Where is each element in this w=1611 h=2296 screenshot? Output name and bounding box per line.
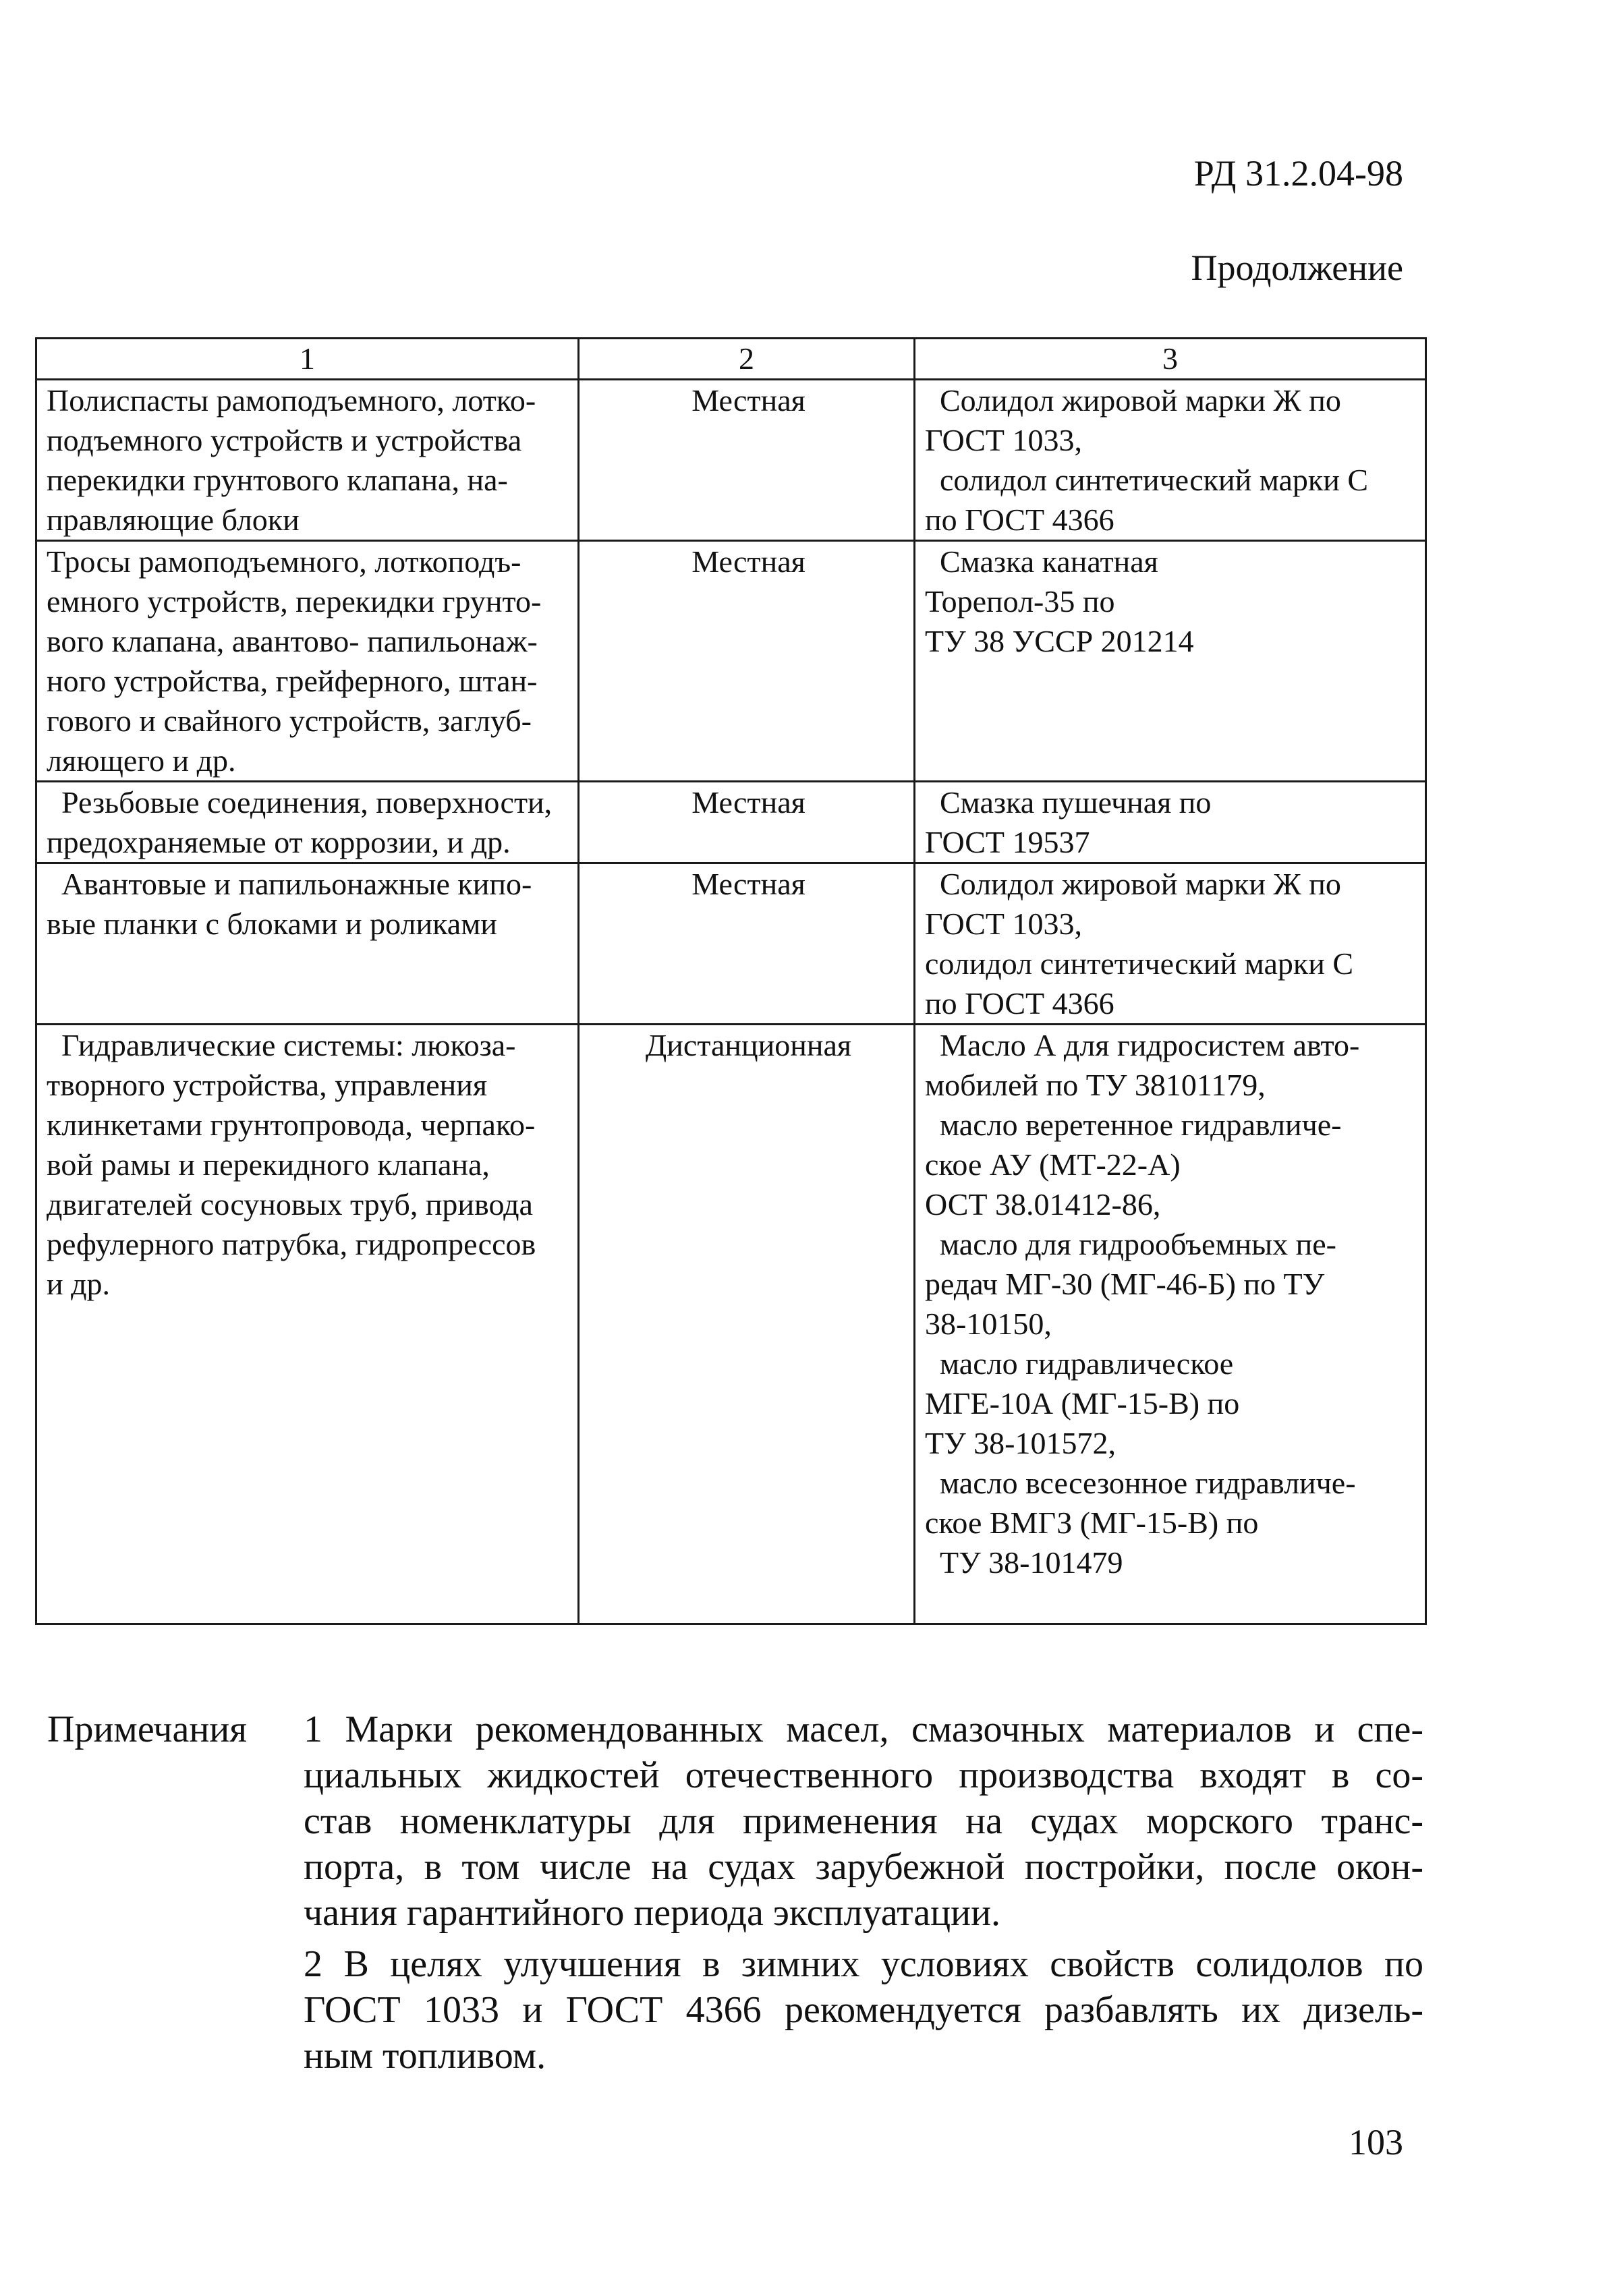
cell-line: Солидол жировой марки Ж по <box>940 867 1341 901</box>
cell-line: ГОСТ 1033, <box>925 907 1083 941</box>
cell-line: масло для гидрообъемных пе- <box>940 1227 1336 1261</box>
cell-line: клинкетами грунтопровода, черпако- <box>47 1108 536 1142</box>
lubrication-type-cell <box>579 782 915 863</box>
note-line: ГОСТ 1033 и ГОСТ 4366 рекомендуется разбавлять их дизель- <box>304 1989 1423 2031</box>
cell-line: Местная <box>691 383 806 418</box>
mechanism-cell <box>36 541 579 782</box>
cell-line: Местная <box>691 544 806 579</box>
cell-line: Полиспасты рамоподъемного, лотко- <box>47 383 536 418</box>
cell-line: Смазка канатная <box>940 544 1158 579</box>
lubrication-type-cell <box>579 863 915 1025</box>
cell-line: по ГОСТ 4366 <box>925 503 1114 537</box>
table-row <box>36 380 1426 541</box>
cell-line: ляющего и др. <box>47 743 236 778</box>
cell-line: вого клапана, авантово- папильонаж- <box>47 624 538 658</box>
note-line: став номенклатуры для применения на судах морского транс- <box>304 1800 1423 1842</box>
cell-line: ТУ 38 УССР 201214 <box>925 624 1194 658</box>
column-header-1: 1 <box>36 339 579 380</box>
note-line: ным топливом. <box>304 2035 546 2077</box>
cell-line: Смазка пушечная по <box>940 785 1212 820</box>
lubrication-type-cell <box>579 541 915 782</box>
cell-line: Резьбовые соединения, поверхности, <box>61 785 553 820</box>
lubricant-cell <box>915 782 1426 863</box>
cell-line: Дистанционная <box>645 1028 852 1062</box>
cell-line: ТУ 38-101572, <box>925 1426 1116 1460</box>
mechanism-cell <box>36 863 579 1025</box>
table-row <box>36 863 1426 1025</box>
cell-line: правляющие блоки <box>47 503 300 537</box>
cell-line: Местная <box>691 785 806 820</box>
mechanism-cell <box>36 1025 579 1624</box>
cell-line: мобилей по ТУ 38101179, <box>925 1068 1266 1102</box>
cell-line: Тросы рамоподъемного, лоткоподъ- <box>47 544 521 579</box>
note-item <box>304 1706 1423 1936</box>
cell-line: гового и свайного устройств, заглуб- <box>47 704 532 738</box>
cell-line: ТУ 38-101479 <box>940 1545 1123 1580</box>
lubricant-cell <box>915 863 1426 1025</box>
cell-line: творного устройства, управления <box>47 1068 488 1102</box>
cell-line: и др. <box>47 1267 111 1301</box>
cell-line: Гидравлические системы: люкоза- <box>61 1028 516 1062</box>
mechanism-cell <box>36 380 579 541</box>
cell-line: масло веретенное гидравличе- <box>940 1108 1342 1142</box>
cell-line: ГОСТ 19537 <box>925 825 1090 859</box>
cell-line: масло гидравлическое <box>940 1346 1234 1381</box>
cell-line: Авантовые и папильонажные кипо- <box>61 867 532 901</box>
table-row <box>36 541 1426 782</box>
lubricant-cell <box>915 1025 1426 1624</box>
cell-line: солидол синтетический марки С <box>940 463 1369 497</box>
column-header-2: 2 <box>579 339 915 380</box>
document-code: РД 31.2.04-98 <box>1193 153 1403 194</box>
cell-line: ское ВМГЗ (МГ-15-В) по <box>925 1505 1259 1540</box>
cell-line: перекидки грунтового клапана, на- <box>47 463 508 497</box>
continuation-label: Продолжение <box>1191 248 1403 288</box>
notes-section <box>47 1706 1423 2079</box>
lubrication-table <box>35 337 1427 1625</box>
lubricant-cell <box>915 541 1426 782</box>
note-line: 2 В целях улучшения в зимних условиях свойств солидолов по <box>304 1943 1423 1985</box>
cell-line: подъемного устройств и устройства <box>47 423 522 457</box>
cell-line: двигателей сосуновых труб, привода <box>47 1187 533 1222</box>
note-line: порта, в том числе на судах зарубежной постройки, после окон- <box>304 1846 1423 1888</box>
cell-line: емного устройств, перекидки грунто- <box>47 584 542 619</box>
cell-line: 38-10150, <box>925 1307 1052 1341</box>
note-line: циальных жидкостей отечественного производства входят в со- <box>304 1754 1423 1796</box>
cell-line: Торепол-35 по <box>925 584 1115 619</box>
cell-line: рефулерного патрубка, гидропрессов <box>47 1227 536 1261</box>
cell-line: МГЕ-10А (МГ-15-В) по <box>925 1386 1240 1420</box>
cell-line: ного устройства, грейферного, штан- <box>47 664 538 698</box>
cell-line: редач МГ-30 (МГ-46-Б) по ТУ <box>925 1267 1325 1301</box>
lubrication-type-cell <box>579 380 915 541</box>
table-header-row <box>36 339 1426 380</box>
note-line: чания гарантийного периода эксплуатации. <box>304 1892 1001 1934</box>
cell-line: по ГОСТ 4366 <box>925 986 1114 1021</box>
cell-line: ГОСТ 1033, <box>925 423 1083 457</box>
cell-line: вой рамы и перекидного клапана, <box>47 1147 490 1182</box>
table-row <box>36 782 1426 863</box>
cell-line: вые планки с блоками и роликами <box>47 907 497 941</box>
page-number: 103 <box>1349 2122 1403 2162</box>
column-header-3: 3 <box>915 339 1426 380</box>
cell-line: ОСТ 38.01412-86, <box>925 1187 1161 1222</box>
note-item <box>304 1941 1423 2079</box>
cell-line: предохраняемые от коррозии, и др. <box>47 825 511 859</box>
lubrication-type-cell <box>579 1025 915 1624</box>
cell-line: Солидол жировой марки Ж по <box>940 383 1341 418</box>
lubricant-cell <box>915 380 1426 541</box>
notes-label: Примечания <box>47 1709 248 1750</box>
mechanism-cell <box>36 782 579 863</box>
cell-line: Местная <box>691 867 806 901</box>
cell-line: Масло А для гидросистем авто- <box>940 1028 1360 1062</box>
table-row <box>36 1025 1426 1624</box>
cell-line: масло всесезонное гидравличе- <box>940 1466 1356 1500</box>
cell-line: солидол синтетический марки С <box>925 946 1354 981</box>
cell-line: ское АУ (МТ-22-А) <box>925 1147 1181 1182</box>
note-line: 1 Марки рекомендованных масел, смазочных материалов и спе- <box>304 1709 1423 1750</box>
